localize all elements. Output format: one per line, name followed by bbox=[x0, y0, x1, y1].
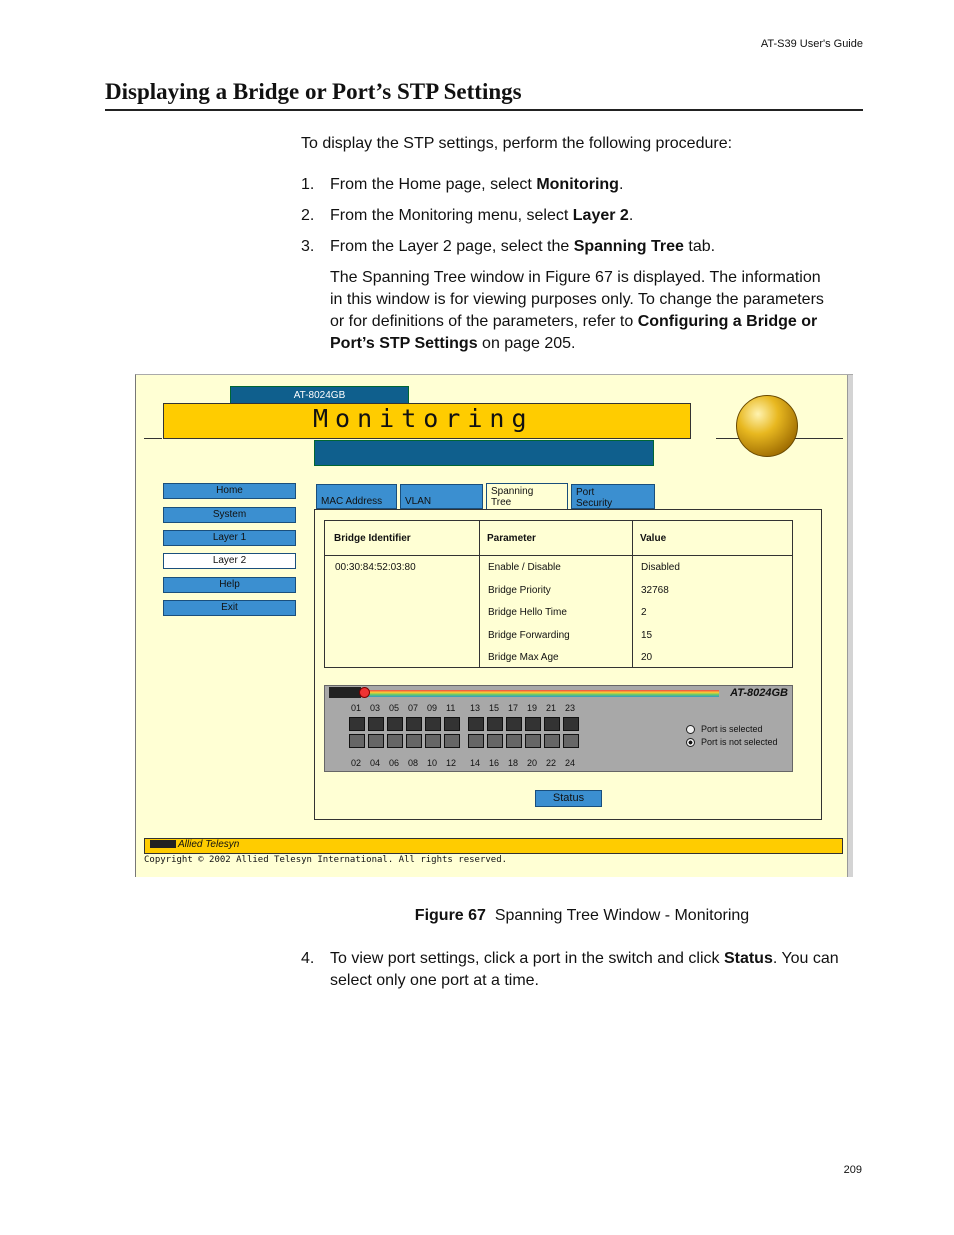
sub-banner-bar bbox=[314, 440, 654, 466]
switch-port-11[interactable] bbox=[444, 717, 460, 731]
copyright-notice: Copyright © 2002 Allied Telesyn International. All rights reserved. bbox=[144, 855, 508, 865]
switch-port-23[interactable] bbox=[563, 717, 579, 731]
status-button[interactable]: Status bbox=[535, 790, 602, 807]
port-number-label: 10 bbox=[427, 758, 438, 768]
switch-port-02[interactable] bbox=[349, 734, 365, 748]
table-header-divider bbox=[325, 555, 792, 556]
step-text: From the Layer 2 page, select the Spanning Tree tab. bbox=[330, 238, 716, 255]
port-number-label: 24 bbox=[565, 758, 576, 768]
port-number-label: 04 bbox=[370, 758, 381, 768]
port-number-label: 19 bbox=[527, 703, 538, 713]
bridge-identifier-value: 00:30:84:52:03:80 bbox=[335, 562, 416, 573]
switch-port-17[interactable] bbox=[506, 717, 522, 731]
table-row-value: 15 bbox=[641, 630, 653, 641]
port-number-label: 17 bbox=[508, 703, 519, 713]
tab-mac-address[interactable]: MAC Address bbox=[316, 484, 397, 509]
switch-port-19[interactable] bbox=[525, 717, 541, 731]
tab-spanning-tree[interactable]: Spanning Tree bbox=[486, 483, 568, 510]
allied-telesyn-logo-icon bbox=[329, 687, 361, 698]
globe-logo-icon bbox=[736, 395, 798, 457]
banner-title: Monitoring bbox=[313, 404, 534, 433]
table-row-param: Bridge Forwarding bbox=[488, 630, 570, 641]
step-3-note: The Spanning Tree window in Figure 67 is displayed. The information in this window is for viewing purposes only. To change the parameters or for definitions of the parameters, refer to Configuring a Bridge or Port’s STP Settings on page 205. bbox=[330, 269, 824, 352]
switch-port-08[interactable] bbox=[406, 734, 422, 748]
model-tab: AT-8024GB bbox=[230, 386, 409, 405]
port-not-selected-radio-icon bbox=[686, 738, 695, 747]
step-text: From the Monitoring menu, select Layer 2. bbox=[330, 207, 634, 224]
port-number-label: 01 bbox=[351, 703, 362, 713]
port-number-label: 08 bbox=[408, 758, 419, 768]
table-row-param: Bridge Max Age bbox=[488, 652, 559, 663]
window-scrollbar[interactable] bbox=[847, 375, 853, 877]
figure-caption: Figure 67 Spanning Tree Window - Monitoring bbox=[414, 907, 750, 924]
tab-vlan[interactable]: VLAN bbox=[400, 484, 483, 509]
footer-logo: Allied Telesyn bbox=[150, 839, 239, 850]
switch-port-10[interactable] bbox=[425, 734, 441, 748]
banner-rule-left bbox=[144, 438, 162, 439]
switch-port-24[interactable] bbox=[563, 734, 579, 748]
nav-layer2-button[interactable]: Layer 2 bbox=[163, 553, 296, 569]
switch-port-15[interactable] bbox=[487, 717, 503, 731]
port-number-label: 22 bbox=[546, 758, 557, 768]
nav-exit-button[interactable]: Exit bbox=[163, 600, 296, 616]
switch-port-05[interactable] bbox=[387, 717, 403, 731]
step-text: To view port settings, click a port in the switch and click Status. You can select only one port at a time. bbox=[330, 950, 839, 989]
switch-port-14[interactable] bbox=[468, 734, 484, 748]
allied-telesyn-mark-icon bbox=[150, 840, 176, 848]
switch-port-09[interactable] bbox=[425, 717, 441, 731]
table-row-value: 20 bbox=[641, 652, 653, 663]
port-number-label: 06 bbox=[389, 758, 400, 768]
switch-port-01[interactable] bbox=[349, 717, 365, 731]
port-number-label: 21 bbox=[546, 703, 557, 713]
table-header-value: Value bbox=[640, 533, 667, 544]
table-row-value: 2 bbox=[641, 607, 647, 618]
stp-settings-table bbox=[324, 520, 793, 668]
table-row-param: Enable / Disable bbox=[488, 562, 561, 573]
step-number: 2. bbox=[301, 207, 315, 224]
running-header: AT-S39 User's Guide bbox=[760, 38, 863, 50]
switch-port-04[interactable] bbox=[368, 734, 384, 748]
port-number-label: 15 bbox=[489, 703, 500, 713]
switch-port-16[interactable] bbox=[487, 734, 503, 748]
port-number-label: 18 bbox=[508, 758, 519, 768]
switch-front-panel bbox=[324, 685, 793, 772]
section-title: Displaying a Bridge or Port’s STP Settings bbox=[105, 79, 522, 104]
step-number: 4. bbox=[301, 950, 315, 967]
tab-port-security[interactable]: Port Security bbox=[571, 484, 655, 509]
section-rule bbox=[105, 109, 863, 111]
port-number-label: 05 bbox=[389, 703, 400, 713]
step-text: From the Home page, select Monitoring. bbox=[330, 176, 624, 193]
table-header-parameter: Parameter bbox=[487, 533, 536, 544]
switch-port-13[interactable] bbox=[468, 717, 484, 731]
table-header-bridge-identifier: Bridge Identifier bbox=[334, 533, 411, 544]
spanning-tree-window-screenshot bbox=[135, 374, 853, 877]
nav-system-button[interactable]: System bbox=[163, 507, 296, 523]
switch-port-21[interactable] bbox=[544, 717, 560, 731]
nav-layer1-button[interactable]: Layer 1 bbox=[163, 530, 296, 546]
switch-port-07[interactable] bbox=[406, 717, 422, 731]
port-number-label: 14 bbox=[470, 758, 481, 768]
port-number-label: 11 bbox=[446, 703, 456, 713]
footer-bar bbox=[144, 838, 843, 854]
port-number-label: 23 bbox=[565, 703, 576, 713]
page-number: 209 bbox=[843, 1164, 862, 1176]
switch-port-18[interactable] bbox=[506, 734, 522, 748]
switch-color-stripe bbox=[333, 690, 719, 697]
step-number: 1. bbox=[301, 176, 315, 193]
switch-port-03[interactable] bbox=[368, 717, 384, 731]
port-number-label: 03 bbox=[370, 703, 381, 713]
port-number-label: 13 bbox=[470, 703, 481, 713]
nav-help-button[interactable]: Help bbox=[163, 577, 296, 593]
legend-port-selected: Port is selected bbox=[701, 724, 763, 734]
table-row-value: 32768 bbox=[641, 585, 669, 596]
switch-port-12[interactable] bbox=[444, 734, 460, 748]
switch-port-06[interactable] bbox=[387, 734, 403, 748]
switch-port-22[interactable] bbox=[544, 734, 560, 748]
switch-power-led-icon bbox=[359, 687, 370, 698]
switch-model-label: AT-8024GB bbox=[730, 687, 788, 699]
port-number-label: 09 bbox=[427, 703, 438, 713]
switch-port-20[interactable] bbox=[525, 734, 541, 748]
table-row-value: Disabled bbox=[641, 562, 680, 573]
port-number-label: 07 bbox=[408, 703, 419, 713]
nav-home-button[interactable]: Home bbox=[163, 483, 296, 499]
intro-paragraph: To display the STP settings, perform the following procedure: bbox=[301, 135, 733, 152]
port-number-label: 16 bbox=[489, 758, 500, 768]
table-row-param: Bridge Priority bbox=[488, 585, 551, 596]
port-number-label: 20 bbox=[527, 758, 538, 768]
port-selected-radio-icon bbox=[686, 725, 695, 734]
legend-port-not-selected: Port is not selected bbox=[701, 737, 778, 747]
port-number-label: 02 bbox=[351, 758, 362, 768]
port-number-label: 12 bbox=[446, 758, 457, 768]
table-row-param: Bridge Hello Time bbox=[488, 607, 567, 618]
step-number: 3. bbox=[301, 238, 315, 255]
